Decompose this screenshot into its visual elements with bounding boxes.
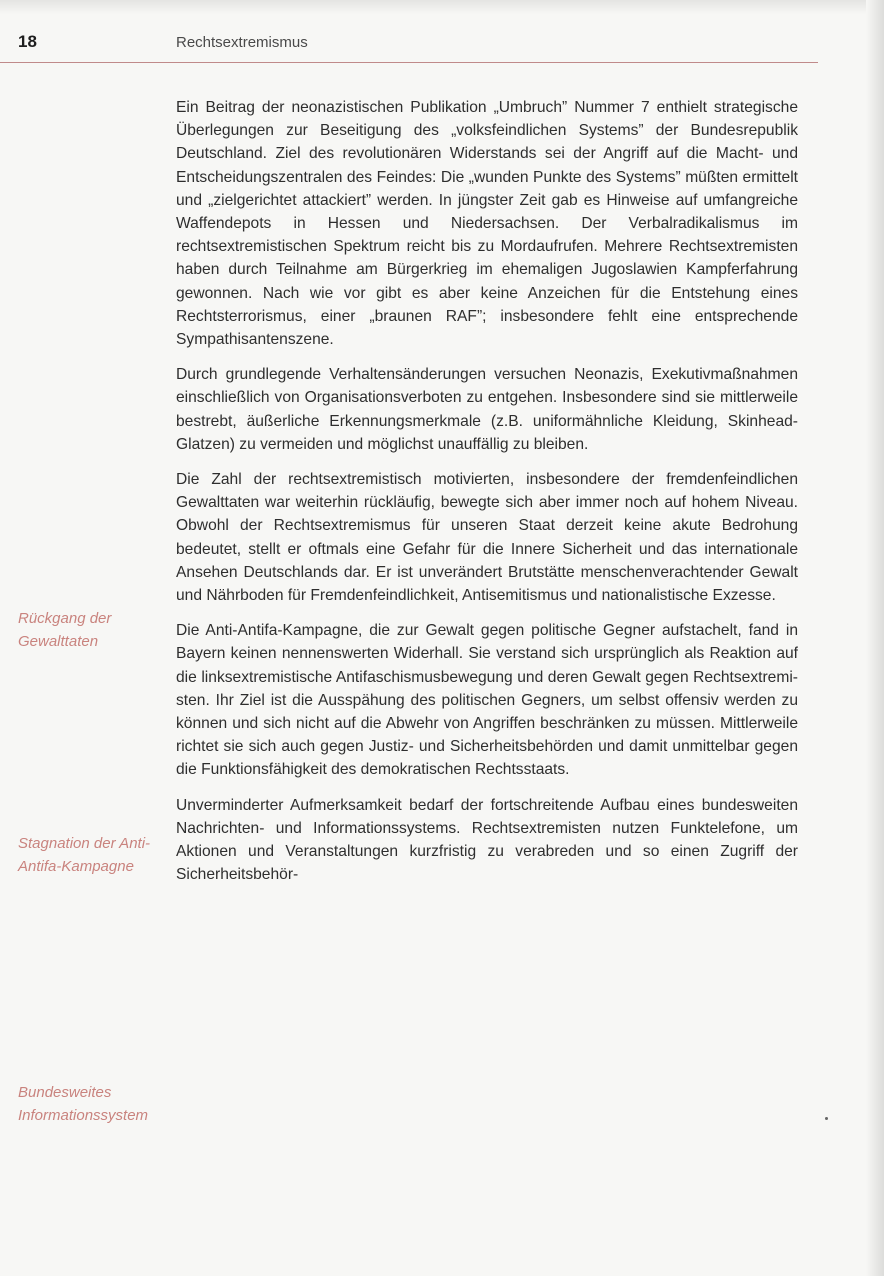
scan-speck xyxy=(825,1117,828,1120)
page-edge-shadow xyxy=(866,0,884,1276)
page-header xyxy=(0,26,818,63)
margin-note-stagnation: Stagnation der Anti-Antifa-Kampagne xyxy=(18,835,151,875)
paragraph-verhaltensaenderungen: Durch grundlegende Verhaltensänderungen versuchen Neonazis, Exekutivmaßnahmen einschließlich von Organisationsverboten zu entgehen. Insbesondere sind sie mittlerweile bestrebt, äußerliche Erkennungsmerkmale (z.B. uniformähnliche Kleidung, Skinhead-Glatzen) zu vermeiden und möglichst unauffällig zu bleiben. xyxy=(176,366,798,453)
body-text xyxy=(176,96,798,899)
paragraph-gewalttaten: Die Zahl der rechtsextremistisch motivierten, insbesondere der fremdenfeindlichen Gewalttaten war weiterhin rückläufig, bewegte sich aber immer noch auf hohem Niveau. Obwohl der Rechtsextremismus für unseren Staat derzeit keine akute Bedrohung bedeutet, stellt er oftmals eine Gefahr für die Innere Sicherheit und das internationale Ansehen Deutschlands dar. Er ist unverändert Brutstätte menschenverachtender Gewalt und Nährboden für Fremdenfeindlichkeit, Antisemitismus und nationalistische Exzesse. xyxy=(176,471,798,605)
running-title: Rechtsextremismus xyxy=(176,34,308,51)
paragraph-informationssystem: Unverminderter Aufmerksamkeit bedarf der fortschreitende Aufbau eines bundesweiten Nachrichten- und Informationssystems. Rechtsextremisten nutzen Funktelefone, um Aktionen und Veranstaltungen kurzfristig zu verabreden und so einen Zugriff der Sicherheitsbehör- xyxy=(176,796,798,884)
margin-note-bundesweites: Bundesweites Informationssystem xyxy=(18,1084,149,1124)
paragraph-anti-antifa: Die Anti-Antifa-Kampagne, die zur Gewalt gegen politische Gegner aufstachelt, fand in Bayern keinen nennenswerten Widerhall. Sie verstand sich ursprünglich als Reaktion auf die linksextremistische Antifaschismusbewegung und deren Gewalt gegen Rechtsextremisten. Ihr Ziel ist die Ausspähung des politischen Gegners, um selbst offensiv werden zu können und sich nicht auf die Abwehr von Angriffen beschränken zu müssen. Mittlerweile richtet sie sich auch gegen Justiz- und Sicherheitsbehörden und damit unmittelbar gegen die Funktionsfähigkeit des demokratischen Rechtsstaats. xyxy=(176,622,798,779)
margin-note-rueckgang: Rückgang der Gewalttaten xyxy=(18,610,112,650)
paragraph-umbruch: Ein Beitrag der neonazistischen Publikation „Umbruch” Nummer 7 enthielt strategische Überlegungen zur Beseitigung des „volksfeindlichen Systems” der Bundesrepublik Deutschland. Ziel des revolutionären Widerstands sei der Angriff auf die Macht- und Entscheidungszentralen des Feindes: Die „wunden Punkte des Systems” müßten ermittelt und „zielgerichtet attackiert” werden. In jüngster Zeit gab es Hinweise auf umfangreiche Waffendepots in Hessen und Niedersachsen. Der Verbalradikalismus im rechtsextremistischen Spektrum reicht bis zu Mordaufrufen. Mehrere Rechtsextremisten haben durch Teilnahme am Bürgerkrieg im ehemaligen Jugoslawien Kampferfahrung gewonnen. Nach wie vor gibt es aber keine Anzeichen für die Entstehung eines Rechtsterrorismus, einer „braunen RAF”; insbesondere fehlt eine entsprechende Sympathisantenszene. xyxy=(176,99,798,349)
page-top-shadow xyxy=(0,0,884,14)
page-number: 18 xyxy=(18,32,37,51)
